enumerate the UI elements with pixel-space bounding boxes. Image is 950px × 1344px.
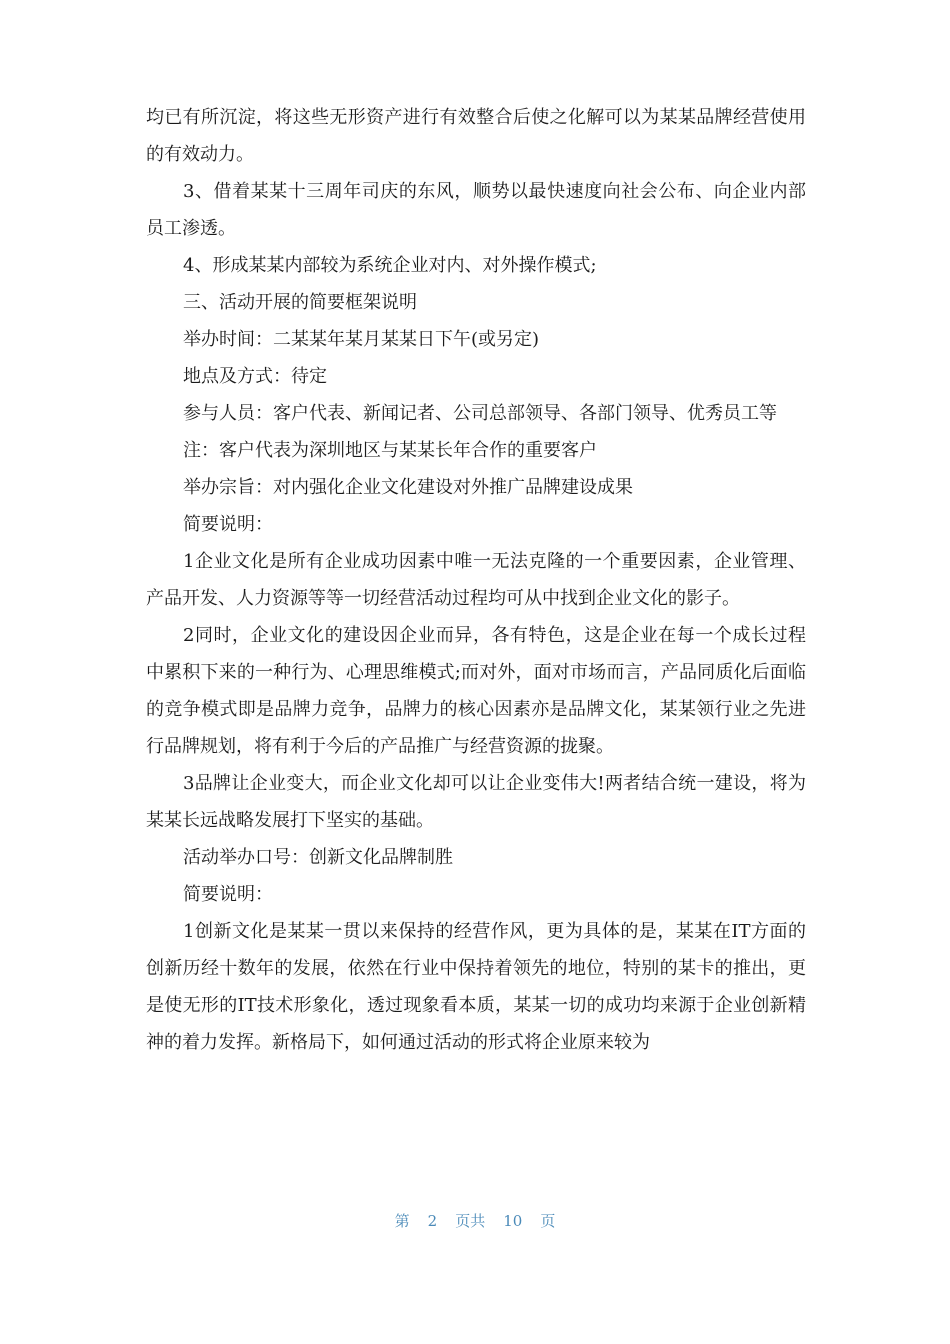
total-pages-number: 10 (503, 1212, 523, 1230)
current-page-number: 2 (427, 1212, 438, 1230)
paragraph: 活动举办口号：创新文化品牌制胜 (183, 847, 453, 868)
paragraph: 2同时，企业文化的建设因企业而异，各有特色，这是企业在每一个成长过程中累积下来的一种行为、心理思维模式;而对外，面对市场而言，产品同质化后面临的竞争模式即是品牌力竞争，品牌力的核心因素亦是品牌文化，某某领行业之先进行品牌规划，将有利于今后的产品推广与经营资源的拢聚。 (146, 625, 806, 757)
page-label-prefix: 第 (394, 1212, 410, 1230)
paragraph: 3、借着某某十三周年司庆的东风，顺势以最快速度向社会公布、向企业内部员工渗透。 (146, 181, 806, 239)
paragraph: 3品牌让企业变大，而企业文化却可以让企业变伟大!两者结合统一建设，将为某某长远战略发展打下坚实的基础。 (146, 773, 806, 831)
paragraph: 均已有所沉淀，将这些无形资产进行有效整合后使之化解可以为某某品牌经营使用的有效动力。 (146, 107, 806, 165)
paragraph: 1创新文化是某某一贯以来保持的经营作风，更为具体的是，某某在IT方面的创新历经十数年的发展，依然在行业中保持着领先的地位，特别的某卡的推出，更是使无形的IT技术形象化，透过现象看本质，某某一切的成功均来源于企业创新精神的着力发挥。新格局下，如何通过活动的形式将企业原来较为 (146, 921, 806, 1053)
paragraph: 简要说明： (183, 884, 273, 905)
paragraph: 地点及方式：待定 (183, 366, 327, 387)
document-body (146, 99, 806, 1061)
paragraph: 1企业文化是所有企业成功因素中唯一无法克隆的一个重要因素，企业管理、产品开发、人力资源等等一切经营活动过程均可从中找到企业文化的影子。 (146, 551, 806, 609)
paragraph: 简要说明： (183, 514, 273, 535)
paragraph: 参与人员：客户代表、新闻记者、公司总部领导、各部门领导、优秀员工等 (183, 403, 777, 424)
paragraph: 4、形成某某内部较为系统企业对内、对外操作模式; (183, 255, 597, 276)
paragraph: 举办时间：二某某年某月某某日下午(或另定) (183, 329, 540, 350)
page-footer (0, 1210, 950, 1231)
section-heading: 三、活动开展的简要框架说明 (183, 292, 417, 313)
paragraph: 注：客户代表为深圳地区与某某长年合作的重要客户 (183, 440, 597, 461)
page-label-suffix: 页 (540, 1212, 556, 1230)
paragraph: 举办宗旨：对内强化企业文化建设对外推广品牌建设成果 (183, 477, 633, 498)
page-label-mid: 页共 (455, 1212, 486, 1230)
